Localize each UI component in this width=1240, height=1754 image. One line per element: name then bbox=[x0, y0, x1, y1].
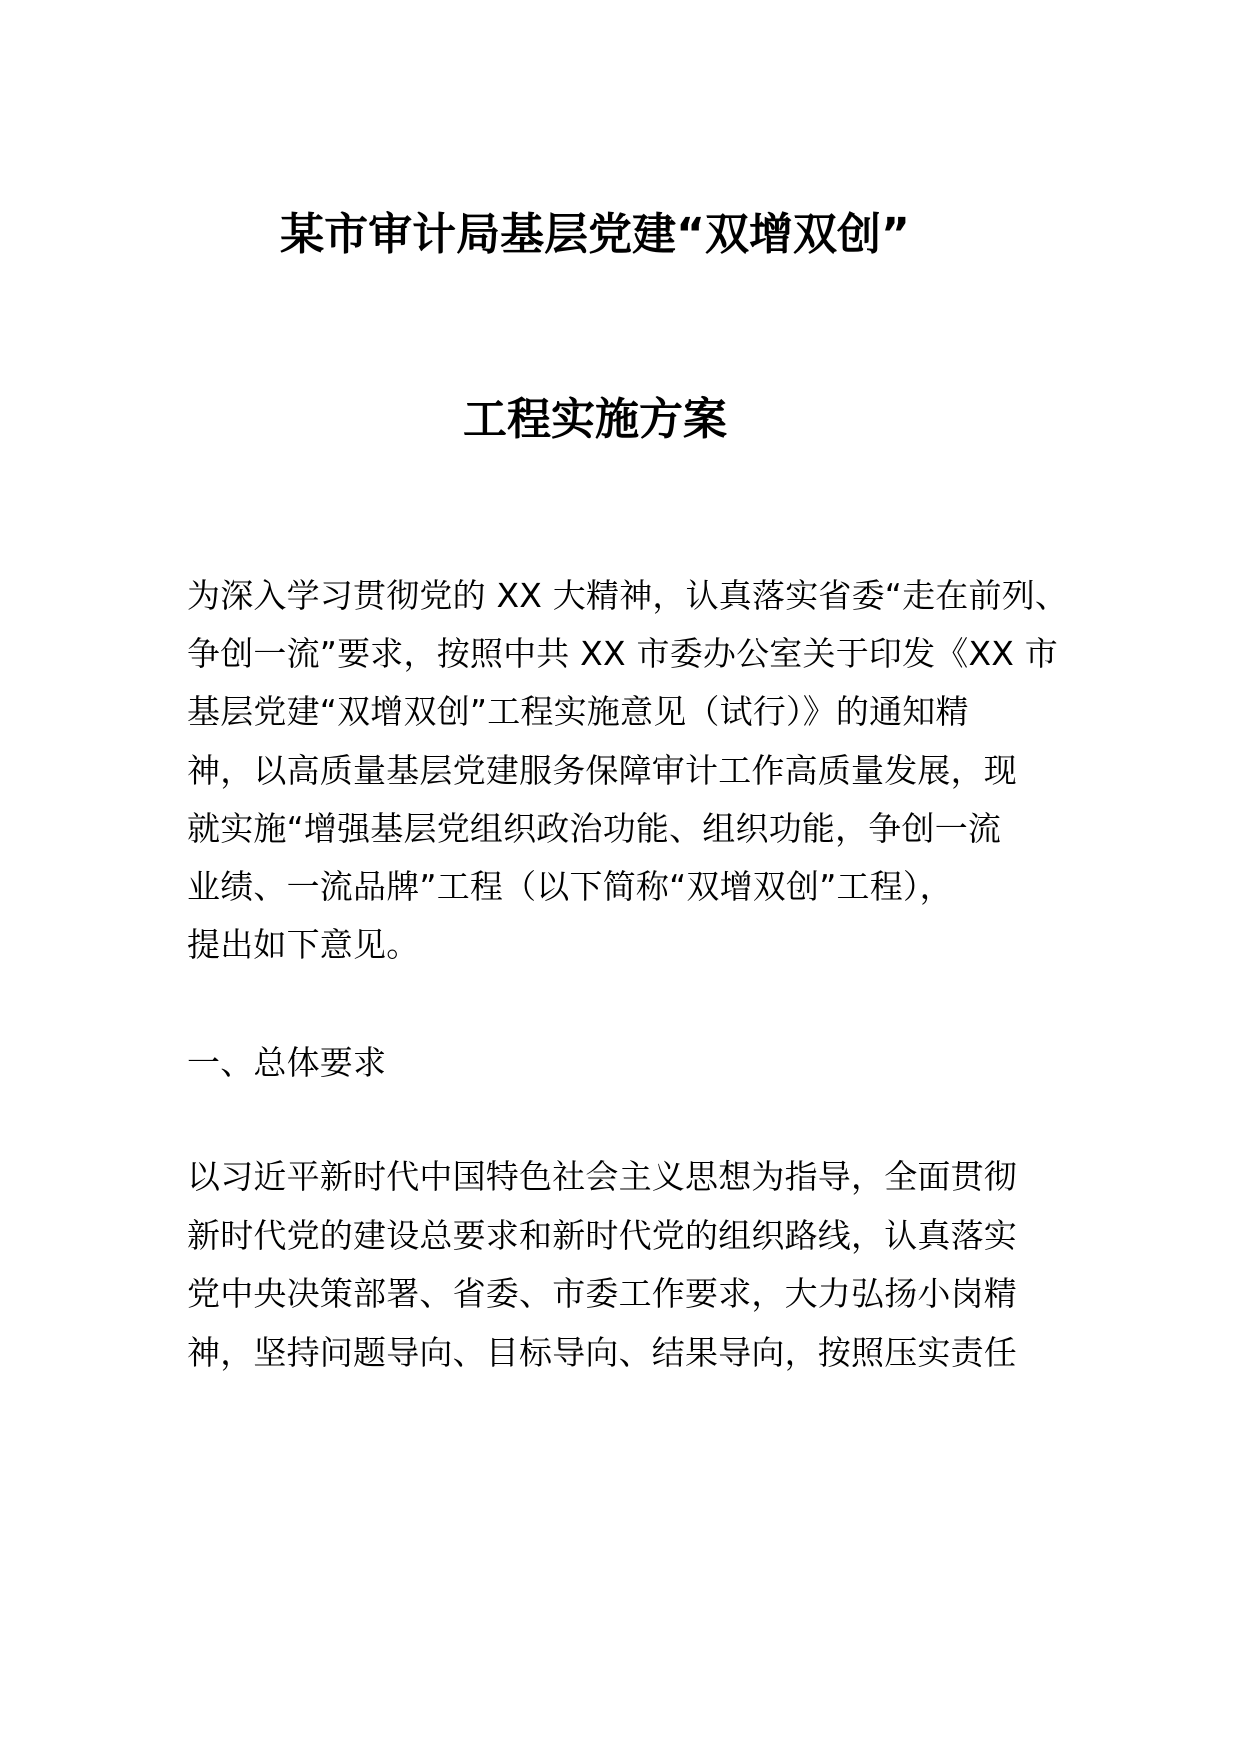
document-title-line-1: 某市审计局基层党建“双增双创” bbox=[280, 209, 910, 260]
paragraph-line: 业绩、一流品牌”工程（以下简称“双增双创”工程）， bbox=[187, 867, 953, 906]
paragraph-line: 党中央决策部署、省委、市委工作要求，大力弘扬小岗精 bbox=[187, 1274, 1017, 1313]
paragraph-line: 就实施“增强基层党组织政治功能、组织功能，争创一流 bbox=[187, 809, 1002, 848]
paragraph-line: 神，坚持问题导向、目标导向、结果导向，按照压实责任 bbox=[187, 1333, 1017, 1372]
paragraph-line: 提出如下意见。 bbox=[187, 925, 420, 964]
section-heading: 一、总体要求 bbox=[187, 1043, 387, 1082]
paragraph-line: 争创一流”要求，按照中共 XX 市委办公室关于印发《XX 市 bbox=[187, 634, 1058, 673]
paragraph-line: 基层党建“双增双创”工程实施意见（试行）》的通知精 bbox=[187, 692, 969, 731]
paragraph-line: 神，以高质量基层党建服务保障审计工作高质量发展，现 bbox=[187, 751, 1017, 790]
paragraph-line: 新时代党的建设总要求和新时代党的组织路线，认真落实 bbox=[187, 1216, 1017, 1255]
document-title-line-2: 工程实施方案 bbox=[463, 394, 727, 445]
paragraph-line: 以习近平新时代中国特色社会主义思想为指导，全面贯彻 bbox=[187, 1157, 1017, 1196]
paragraph-line: 为深入学习贯彻党的 XX 大精神，认真落实省委“走在前列、 bbox=[187, 576, 1069, 615]
